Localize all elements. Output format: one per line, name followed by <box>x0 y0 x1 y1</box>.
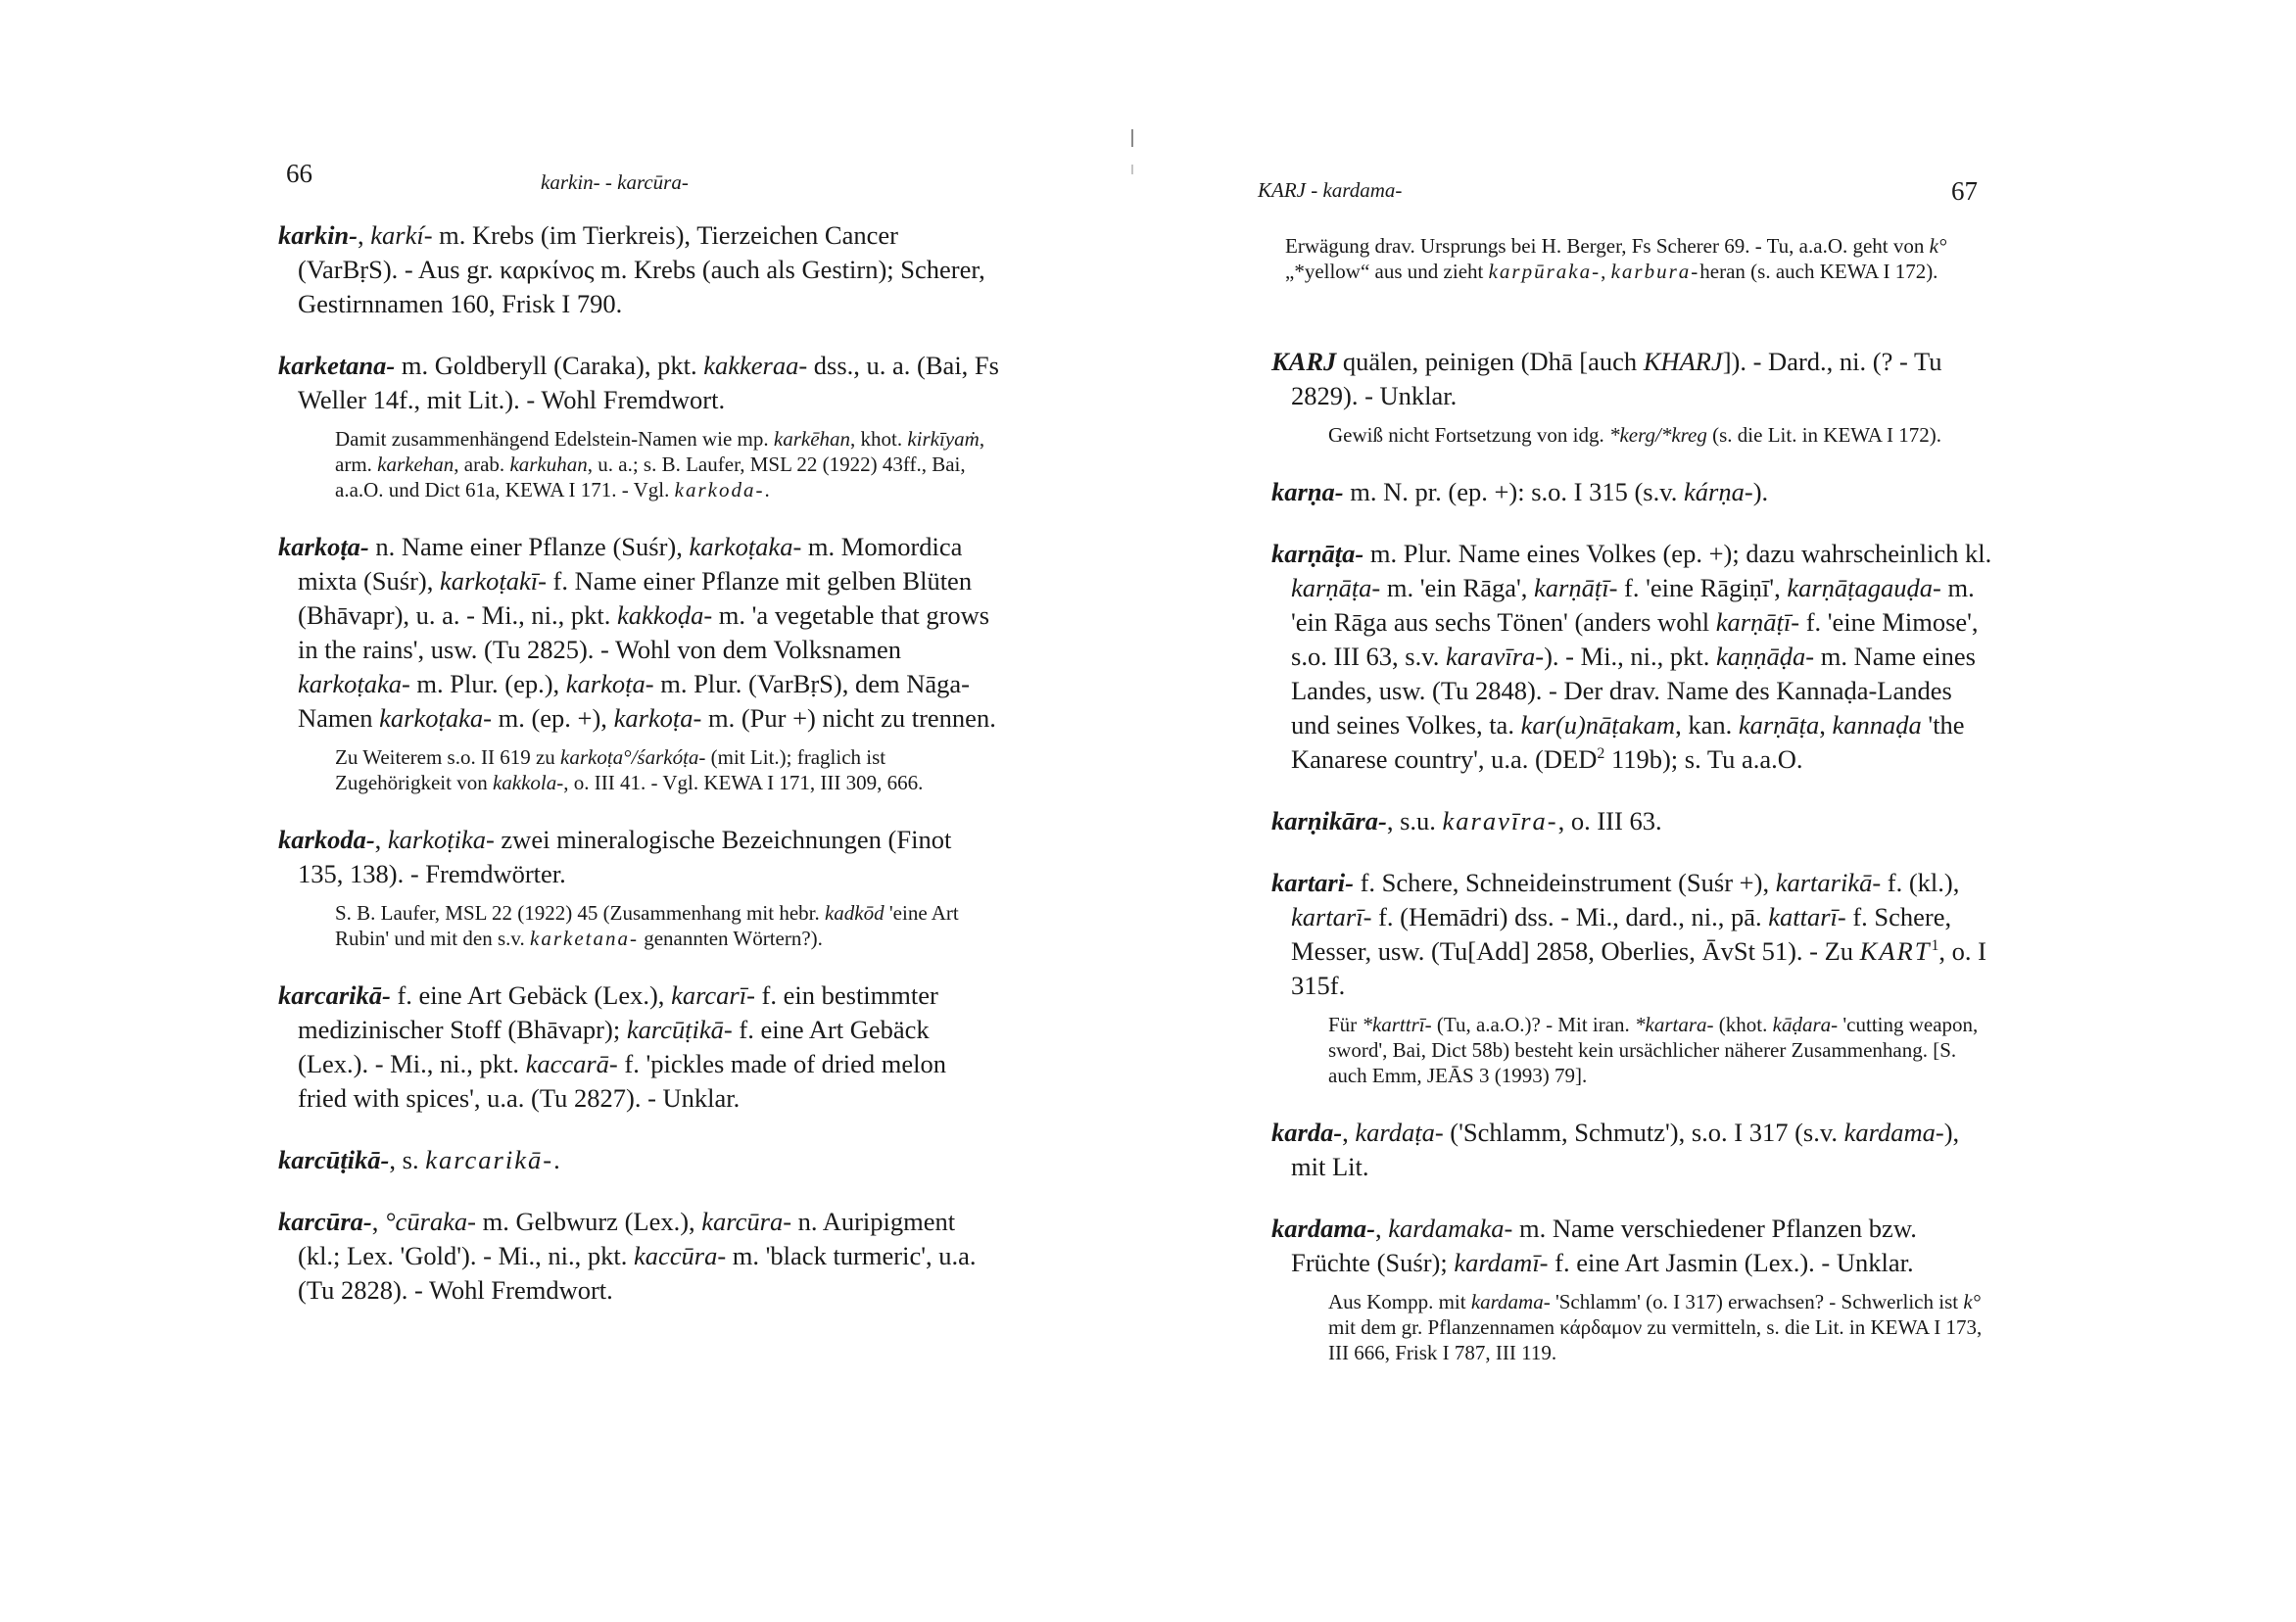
entry-text: karcarikā- f. eine Art Gebäck (Lex.), karcarī- f. ein bestimmter medizinischer Stoff (Bhāvapr); karcūṭikā- f. eine Art Gebäck (Lex.). - Mi., ni., pkt. kaccarā- f. 'pickles made of dried melon fried with spices', u.a. (Tu 2827). - Unklar. <box>278 980 946 1113</box>
italic-term: kadkōd <box>824 901 885 925</box>
entry-lemma: karṇa- <box>1271 477 1344 506</box>
italic-term: kaccarā- <box>525 1049 618 1078</box>
italic-term: kardama- <box>1843 1118 1944 1147</box>
entry-text: karṇa- m. N. pr. (ep. +): s.o. I 315 (s.v. kárṇa-). <box>1271 477 1769 506</box>
dictionary-entry <box>278 530 999 795</box>
entry-text: karṇikāra-, s.u. karavīra-, o. III 63. <box>1271 806 1662 835</box>
dictionary-entry <box>278 218 999 321</box>
italic-term: kardamī- <box>1454 1248 1549 1277</box>
cross-reference: KART <box>1859 936 1932 966</box>
italic-term: kirkīyaṁ <box>907 427 980 451</box>
entry-note: Damit zusammenhängend Edelstein-Namen wie mp. karkēhan, khot. kirkīyaṁ, arm. karkehan, arab. karkuhan, u. a.; s. B. Laufer, MSL 22 (1922) 43ff., Bai, a.a.O. und Dict 61a, KEWA I 171. - Vgl. karkoda-. <box>335 427 985 501</box>
italic-term: karkoṭakī- <box>440 566 547 596</box>
italic-term: °cūraka- <box>384 1207 476 1236</box>
dictionary-entry <box>278 349 999 502</box>
dictionary-entry <box>1271 1212 1992 1365</box>
dictionary-entry <box>1271 1116 1992 1184</box>
dictionary-entry <box>1271 804 1992 838</box>
dictionary-entry <box>1271 345 1992 448</box>
right-entries <box>1271 345 1992 1393</box>
italic-term: kattarī- <box>1768 902 1846 931</box>
italic-term: karkoṭaka- <box>379 703 492 733</box>
dictionary-entry <box>278 1143 999 1177</box>
italic-term: kakkola- <box>492 771 564 794</box>
dictionary-entry <box>278 1205 999 1308</box>
italic-term: kaṇṇāḍa- <box>1716 642 1815 671</box>
italic-term: *kartara- <box>1635 1013 1714 1036</box>
italic-term: k° <box>1929 234 1947 258</box>
italic-term: karkí- <box>370 220 433 250</box>
entry-note: Gewiß nicht Fortsetzung von idg. *kerg/*kreg (s. die Lit. in KEWA I 172). <box>1328 423 1942 447</box>
entry-text: KARJ quälen, peinigen (Dhā [auch KHARJ]). - Dard., ni. (? - Tu 2829). - Unklar. <box>1271 347 1942 410</box>
page-number: 66 <box>286 159 312 188</box>
italic-term: kardama- <box>1470 1290 1551 1313</box>
entry-note: S. B. Laufer, MSL 22 (1922) 45 (Zusammenhang mit hebr. kadkōd 'eine Art Rubin' und mit den s.v. karketana- genannten Wörtern?). <box>335 901 959 950</box>
italic-term: k° <box>1963 1290 1982 1313</box>
entry-lemma: kardama- <box>1271 1214 1375 1243</box>
italic-term: karkoṭa- <box>565 669 654 698</box>
entry-lemma: karkoda- <box>278 825 375 854</box>
continuation-note: Erwägung drav. Ursprungs bei H. Berger, Fs Scherer 69. - Tu, a.a.O. geht von k° „*yellow“ aus und zieht karpūraka-, karbura-heran (s. auch KEWA I 172). <box>1285 234 1947 283</box>
italic-term: karkoṭaka- <box>298 669 410 698</box>
italic-term: karṇāṭī- <box>1715 607 1800 637</box>
entry-lemma: karṇikāra- <box>1271 806 1387 835</box>
italic-term: karcūra- <box>701 1207 792 1236</box>
cross-reference: karkoda- <box>674 478 765 501</box>
entry-lemma: karda- <box>1271 1118 1343 1147</box>
entry-text: kartari- f. Schere, Schneideinstrument (Suśr +), kartarikā- f. (kl.), kartarī- f. (Hemādri) dss. - Mi., dard., ni., pā. kattarī- f. Schere, Messer, usw. (Tu[Add] 2858, Oberlies, ĀvSt 51). - Zu KART$^1$, o. I 315f. <box>1271 868 1986 1000</box>
page-number: 67 <box>1951 176 1978 206</box>
entry-lemma: karkoṭa- <box>278 532 369 561</box>
entry-note: Zu Weiterem s.o. II 619 zu karkoṭa°/śarkóṭa- (mit Lit.); fraglich ist Zugehörigkeit von kakkola-, o. III 41. - Vgl. KEWA I 171, III 309, 666. <box>335 745 924 794</box>
italic-term: *karttrī- <box>1362 1013 1432 1036</box>
entry-text: karcūṭikā-, s. karcarikā-. <box>278 1145 560 1174</box>
dictionary-entry <box>1271 475 1992 509</box>
italic-term: *kerg/*kreg <box>1608 423 1707 447</box>
entry-lemma: karketana- <box>278 351 396 380</box>
italic-term: kakkoḍa- <box>617 600 713 630</box>
entry-text: karda-, kardaṭa- ('Schlamm, Schmutz'), s.o. I 317 (s.v. kardama-), mit Lit. <box>1271 1118 1960 1181</box>
italic-term: kartarī- <box>1291 902 1372 931</box>
entry-text: karketana- m. Goldberyll (Caraka), pkt. kakkeraa- dss., u. a. (Bai, Fs Weller 14f., mit Lit.). - Wohl Fremdwort. <box>278 351 999 414</box>
entry-text: karṇāṭa- m. Plur. Name eines Volkes (ep. +); dazu wahrscheinlich kl. karṇāṭa- m. 'ein Rāga', karṇāṭī- f. 'eine Rāgiṇī', karṇāṭagauḍa- m. 'ein Rāga aus sechs Tönen' (anders wohl karṇāṭī- f. 'eine Mimose', s.o. III 63, s.v. karavīra-). - Mi., ni., pkt. kaṇṇāḍa- m. Name eines Landes, usw. (Tu 2848). - Der drav. Name des Kannaḍa-Landes und seines Volkes, ta. kar(u)nāṭakam, kan. karṇāṭa, kannaḍa 'the Kanarese country', u.a. (DED$^2$ 119b); s. Tu a.a.O. <box>1271 539 1992 774</box>
dictionary-entry <box>278 978 999 1116</box>
italic-term: kar(u)nāṭakam <box>1520 710 1676 739</box>
running-head: karkin- - karcūra- <box>541 170 689 194</box>
italic-term: karṇāṭī- <box>1534 573 1618 602</box>
italic-term: karṇāṭa- <box>1291 573 1381 602</box>
entry-lemma: karkin- <box>278 220 358 250</box>
dictionary-entry <box>1271 537 1992 777</box>
italic-term: karkoṭa°/śarkóṭa- <box>560 745 706 769</box>
gutter-mark <box>1131 165 1133 174</box>
italic-term: karkoṭika- <box>387 825 495 854</box>
entry-lemma: karcarikā- <box>278 980 391 1010</box>
italic-term: karavīra- <box>1446 642 1545 671</box>
entry-lemma: karṇāṭa- <box>1271 539 1364 568</box>
italic-term: karkēhan <box>773 427 851 451</box>
entry-lemma: kartari- <box>1271 868 1354 897</box>
cross-reference: karpūraka- <box>1488 260 1602 283</box>
italic-term: karcūṭikā- <box>626 1015 733 1044</box>
right-page <box>1148 0 2296 1622</box>
italic-term: karkoṭaka- <box>689 532 802 561</box>
superscript: 1 <box>1931 937 1939 955</box>
italic-term: kāḍara- <box>1772 1013 1839 1036</box>
entry-lemma: KARJ <box>1271 347 1337 376</box>
entry-text: karkin-, karkí- m. Krebs (im Tierkreis), Tierzeichen Cancer (VarBṛS). - Aus gr. καρκίνος m. Krebs (auch als Gestirn); Scherer, Gestirnnamen 160, Frisk I 790. <box>278 220 985 318</box>
italic-term: kannaḍa <box>1832 710 1922 739</box>
left-entries <box>278 218 999 1335</box>
entry-text: kardama-, kardamaka- m. Name verschiedener Pflanzen bzw. Früchte (Suśr); kardamī- f. eine Art Jasmin (Lex.). - Unklar. <box>1271 1214 1917 1277</box>
entry-lemma: karcūra- <box>278 1207 372 1236</box>
italic-term: kartarikā- <box>1775 868 1882 897</box>
cross-reference: karbura- <box>1610 260 1700 283</box>
cross-reference: karavīra- <box>1442 806 1558 835</box>
italic-term: kardaṭa- <box>1355 1118 1444 1147</box>
cross-reference: karketana- <box>530 927 639 950</box>
entry-text: karkoṭa- n. Name einer Pflanze (Suśr), karkoṭaka- m. Momordica mixta (Suśr), karkoṭakī- f. Name einer Pflanze mit gelben Blüten (Bhāvapr), u. a. - Mi., ni., pkt. kakkoḍa- m. 'a vegetable that grows in the rains', usw. (Tu 2825). - Wohl von dem Volksnamen karkoṭaka- m. Plur. (ep.), karkoṭa- m. Plur. (VarBṛS), dem Nāga-Namen karkoṭaka- m. (ep. +), karkoṭa- m. (Pur +) nicht zu trennen. <box>278 532 996 733</box>
italic-term: kakkeraa- <box>703 351 808 380</box>
italic-term: karkoṭa- <box>613 703 702 733</box>
dictionary-entry <box>1271 866 1992 1088</box>
entry-text: karkoda-, karkoṭika- zwei mineralogische Bezeichnungen (Finot 135, 138). - Fremdwörter. <box>278 825 952 888</box>
italic-term: karkehan <box>377 453 454 476</box>
italic-term: kárṇa- <box>1684 477 1753 506</box>
gutter-mark <box>1131 129 1133 147</box>
italic-term: karcarī- <box>671 980 755 1010</box>
entry-note: Aus Kompp. mit kardama- 'Schlamm' (o. I 317) erwachsen? - Schwerlich ist k° mit dem gr. Pflanzennamen κάρδαμον zu vermitteln, s. die Lit. in KEWA I 173, III 666, Frisk I 787, III 119. <box>1328 1290 1983 1364</box>
superscript: 2 <box>1597 745 1605 763</box>
entry-text: karcūra-, °cūraka- m. Gelbwurz (Lex.), karcūra- n. Auripigment (kl.; Lex. 'Gold'). - Mi., ni., pkt. kaccūra- m. 'black turmeric', u.a. (Tu 2828). - Wohl Fremdwort. <box>278 1207 977 1305</box>
italic-term: karṇāṭa <box>1738 710 1820 739</box>
entry-lemma: karcūṭikā- <box>278 1145 390 1174</box>
italic-term: KHARJ <box>1643 347 1723 376</box>
cross-reference: karcarikā- <box>425 1145 554 1174</box>
italic-term: kardamaka- <box>1388 1214 1513 1243</box>
italic-term: karṇāṭagauḍa- <box>1787 573 1941 602</box>
italic-term: karkuhan <box>509 453 588 476</box>
entry-note: Für *karttrī- (Tu, a.a.O.)? - Mit iran. *kartara- (khot. kāḍara- 'cutting weapon, sword', Bai, Dict 58b) besteht kein ursächlicher näherer Zusammenhang. [S. auch Emm, JEĀS 3 (1993) 79]. <box>1328 1013 1979 1087</box>
dictionary-entry <box>278 823 999 951</box>
running-head: KARJ - kardama- <box>1258 178 1403 202</box>
italic-term: kaccūra- <box>633 1241 727 1270</box>
